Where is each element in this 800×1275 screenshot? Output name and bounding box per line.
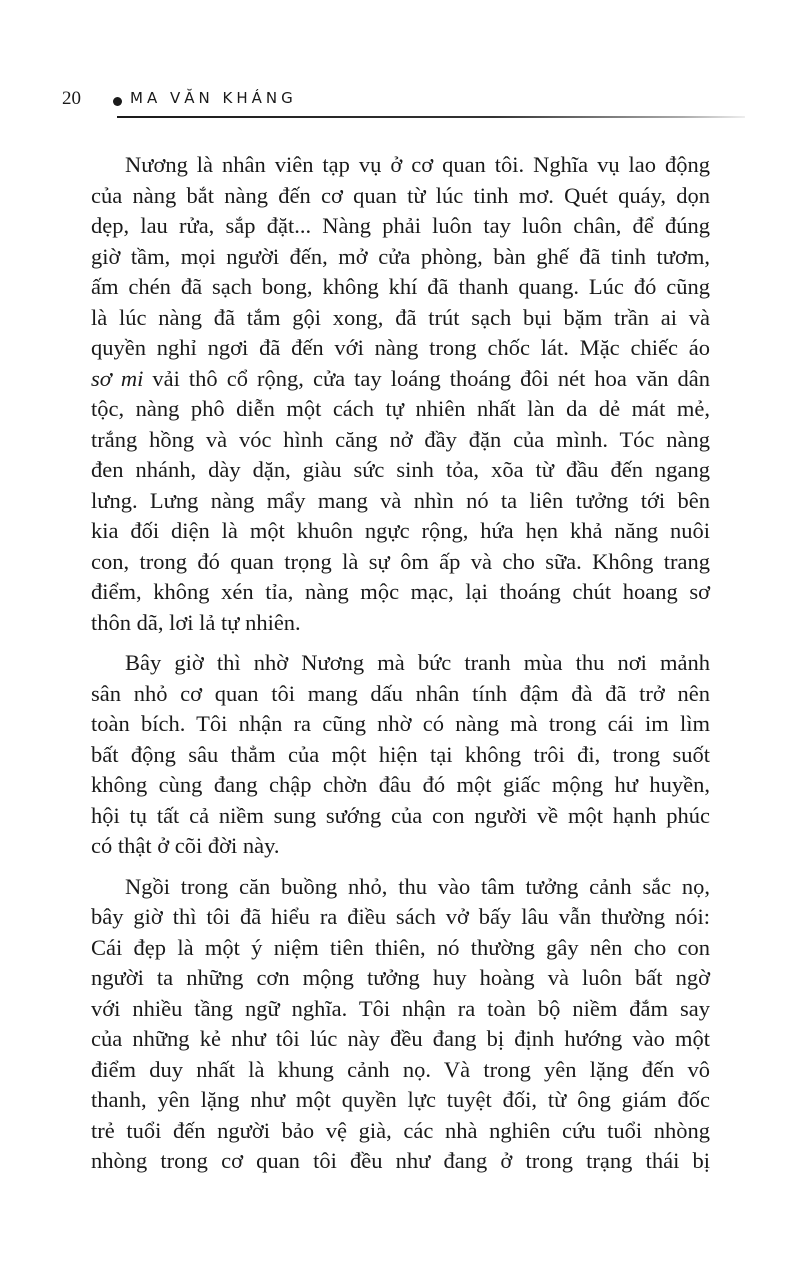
text-line: con, trong đó quan trọng là sự ôm ấp và cho sữa. Không trang xyxy=(91,548,710,574)
text-line: dẹp, lau rửa, sắp đặt... Nàng phải luôn tay luôn chân, để đúng xyxy=(91,213,710,238)
text-line: tộc, nàng phô diễn một cách tự nhiên nhất làn da dẻ mát mẻ, xyxy=(91,396,710,421)
text-line: Bây giờ thì nhờ Nương mà bức tranh mùa thu nơi mảnh xyxy=(125,650,710,675)
italic-term: sơ mi xyxy=(91,365,144,391)
line-rest: vải thô cổ rộng, cửa tay loáng thoáng đôi nét hoa văn dân xyxy=(143,365,710,391)
text-line: kia đối diện là một khuôn ngực rộng, hứa hẹn khả năng nuôi xyxy=(91,518,710,543)
bullet-separator xyxy=(113,97,122,106)
text-line: đen nhánh, dày dặn, giàu sức sinh tỏa, xõa từ đầu đến ngang xyxy=(91,457,710,482)
text-line: thôn dã, lơi lả tự nhiên. xyxy=(91,609,301,635)
text-line: thanh, yên lặng như một quyền lực tuyệt đối, từ ông giám đốc xyxy=(91,1087,710,1112)
text-line: Nương là nhân viên tạp vụ ở cơ quan tôi. Nghĩa vụ lao động xyxy=(125,152,710,177)
text-line: nhòng trong cơ quan tôi đều như đang ở trong trạng thái bị xyxy=(91,1148,710,1173)
text-line: có thật ở cõi đời này. xyxy=(91,833,280,858)
text-line: sân nhỏ cơ quan tôi mang dấu nhân tính đậm đà đã trở nên xyxy=(91,680,710,706)
body-text xyxy=(91,150,710,1187)
paragraph xyxy=(91,150,710,638)
text-line: ấm chén đã sạch bong, không khí đã thanh quang. Lúc đó cũng xyxy=(91,274,710,299)
text-line: giờ tầm, mọi người đến, mở cửa phòng, bàn ghế đã tinh tươm, xyxy=(91,243,710,269)
text-line: Ngồi trong căn buồng nhỏ, thu vào tâm tưởng cảnh sắc nọ, xyxy=(125,873,710,899)
text-line: điểm duy nhất là khung cảnh nọ. Và trong yên lặng đến vô xyxy=(91,1056,710,1082)
text-line: hội tụ tất cả niềm sung sướng của con người về một hạnh phúc xyxy=(91,802,710,828)
text-line: toàn bích. Tôi nhận ra cũng nhờ có nàng mà trong cái im lìm xyxy=(91,711,710,736)
text-line: lưng. Lưng nàng mẩy mang và nhìn nó ta liên tưởng tới bên xyxy=(91,487,710,513)
text-line: Cái đẹp là một ý niệm tiên thiên, nó thường gây nên cho con xyxy=(91,934,710,960)
paragraph xyxy=(91,648,710,862)
text-line: là lúc nàng đã tắm gội xong, đã trút sạch bụi bặm trần ai và xyxy=(91,304,710,330)
text-line: của những kẻ như tôi lúc này đều đang bị định hướng vào một xyxy=(91,1026,710,1051)
page-number: 20 xyxy=(62,88,81,109)
text-line: trẻ tuổi đến người bảo vệ già, các nhà nghiên cứu tuổi nhòng xyxy=(91,1117,710,1143)
text-line: điểm, không xén tỉa, nàng mộc mạc, lại thoáng chút hoang sơ xyxy=(91,579,710,604)
text-line: người ta những cơn mộng tưởng huy hoàng và luôn bất ngờ xyxy=(91,965,710,990)
text-line: bây giờ thì tôi đã hiểu ra điều sách vở bấy lâu vẫn thường nói: xyxy=(91,904,710,929)
text-line: bất động sâu thẳm của một hiện tại không trôi đi, trong suốt xyxy=(91,741,710,767)
text-line: quyền nghỉ ngơi đã đến với nàng trong chốc lát. Mặc chiếc áo xyxy=(91,335,710,360)
text-line: với nhiều tầng ngữ nghĩa. Tôi nhận ra toàn bộ niềm đắm say xyxy=(91,995,710,1021)
author-name: MA VĂN KHÁNG xyxy=(130,89,297,107)
paragraph xyxy=(91,872,710,1177)
text-line xyxy=(91,364,710,395)
text-line: trắng hồng và vóc hình căng nở đầy đặn của mình. Tóc nàng xyxy=(91,426,710,452)
text-line: của nàng bắt nàng đến cơ quan từ lúc tinh mơ. Quét quáy, dọn xyxy=(91,182,710,208)
text-line: không cùng đang chập chờn đâu đó một giấc mộng hư huyền, xyxy=(91,772,710,797)
header-rule xyxy=(117,116,745,118)
